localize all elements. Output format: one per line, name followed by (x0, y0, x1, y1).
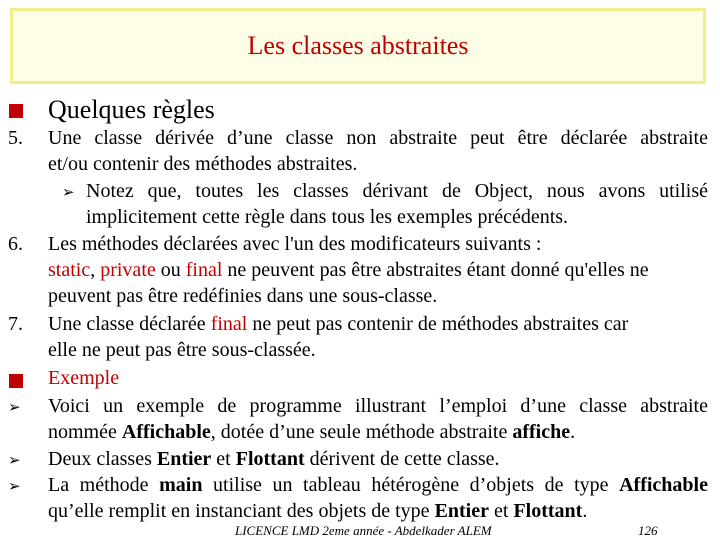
page-number: 126 (638, 523, 658, 538)
rule-5-line-2: et/ou contenir des méthodes abstraites. (48, 153, 358, 175)
keyword-static: static (48, 259, 91, 281)
title-box (10, 8, 706, 84)
rule-6-line-2: static, private ou final ne peuvent pas être abstraites étant donné qu'elles ne (48, 259, 649, 281)
rule-5-note-line-1: Notez que, toutes les classes dérivant de Object, nous avons utilisé (86, 180, 708, 202)
keyword-final: final (185, 259, 223, 281)
example-p3-line-1: La méthode main utilise un tableau hétérogène d’objets de type Affichable (48, 474, 708, 496)
arrow-bullet-icon: ➢ (62, 183, 75, 201)
square-bullet-icon (9, 99, 23, 125)
arrow-bullet-icon: ➢ (8, 451, 21, 469)
arrow-bullet-icon: ➢ (8, 398, 21, 416)
keyword-private: private (100, 259, 156, 281)
slide-title: Les classes abstraites (247, 31, 469, 60)
rule-6-line-3: peuvent pas être redéfinies dans une sous-classe. (48, 285, 438, 307)
square-bullet-icon (9, 369, 23, 395)
example-p1-line-2: nommée Affichable, dotée d’une seule méthode abstraite affiche. (48, 421, 576, 443)
rule-number: 7. (8, 313, 23, 335)
arrow-bullet-icon: ➢ (8, 477, 21, 495)
rule-number: 5. (8, 127, 23, 149)
rule-5-line-1: Une classe dérivée d’une classe non abstraite peut être déclarée abstraite (48, 127, 708, 149)
rule-number: 6. (8, 233, 23, 255)
rule-7-line-2: elle ne peut pas être sous-classée. (48, 339, 316, 361)
keyword-final: final (210, 313, 248, 335)
example-p2: Deux classes Entier et Flottant dérivent de cette classe. (48, 448, 500, 470)
footer-text: LICENCE LMD 2eme année - Abdelkader ALEM (235, 523, 492, 538)
heading-regles: Quelques règles (48, 95, 215, 124)
example-p1-line-1: Voici un exemple de programme illustrant l’emploi d’une classe abstraite (48, 395, 708, 417)
rule-7-line-1: Une classe déclarée final ne peut pas contenir de méthodes abstraites car (48, 313, 629, 335)
rule-5-note-line-2: implicitement cette règle dans tous les exemples précédents. (86, 206, 569, 228)
rule-6-line-1: Les méthodes déclarées avec l'un des modificateurs suivants : (48, 233, 542, 255)
heading-exemple: Exemple (48, 367, 120, 389)
example-p3-line-2: qu’elle remplit en instanciant des objets de type Entier et Flottant. (48, 500, 588, 522)
